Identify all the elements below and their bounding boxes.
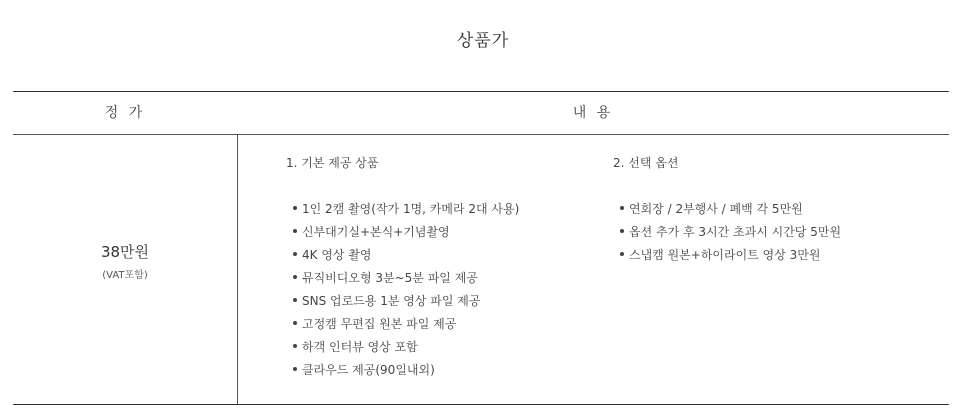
- price-vat-note: (VAT포함): [102, 270, 148, 281]
- header-price: 정 가: [104, 105, 146, 121]
- list-item-text: 4K 영상 촬영: [302, 248, 372, 262]
- bullet-icon: [293, 367, 297, 371]
- basic-section: [286, 155, 596, 377]
- table-bottom-rule: [13, 404, 949, 405]
- basic-section-title: 1. 기본 제공 상품: [286, 156, 379, 170]
- list-item-text: 옵션 추가 후 3시간 초과시 시간당 5만원: [629, 225, 842, 239]
- list-item-text: 스냅캠 원본+하이라이트 영상 3만원: [629, 248, 821, 262]
- list-item-text: 고정캠 무편집 원본 파일 제공: [302, 317, 457, 331]
- header-content: 내 용: [572, 105, 614, 121]
- bullet-icon: [293, 206, 297, 210]
- basic-item-list: [286, 201, 519, 385]
- options-item-list: [613, 201, 841, 270]
- list-item: [286, 247, 519, 270]
- list-item-text: 1인 2캠 촬영(작가 1명, 카메라 2대 사용): [302, 202, 520, 216]
- options-section: [613, 155, 943, 262]
- bullet-icon: [293, 321, 297, 325]
- bullet-icon: [620, 252, 624, 256]
- list-item: [613, 247, 841, 270]
- list-item: [286, 293, 519, 316]
- list-item-text: SNS 업로드용 1분 영상 파일 제공: [302, 294, 481, 308]
- bullet-icon: [293, 298, 297, 302]
- list-item: [286, 224, 519, 247]
- column-divider: [237, 135, 238, 404]
- bullet-icon: [293, 229, 297, 233]
- list-item-text: 클라우드 제공(90일내외): [302, 363, 435, 377]
- options-section-title: 2. 선택 옵션: [613, 156, 679, 170]
- list-item-text: 하객 인터뷰 영상 포함: [302, 340, 418, 354]
- list-item: [286, 201, 519, 224]
- list-item-text: 신부대기실+본식+기념촬영: [302, 225, 450, 239]
- bullet-icon: [293, 275, 297, 279]
- list-item: [286, 270, 519, 293]
- list-item: [613, 201, 841, 224]
- list-item: [613, 224, 841, 247]
- list-item: [286, 339, 519, 362]
- bullet-icon: [293, 252, 297, 256]
- price-amount: 38만원: [100, 243, 150, 261]
- price-cell: [13, 241, 237, 281]
- bullet-icon: [620, 229, 624, 233]
- price-table: [13, 91, 949, 405]
- list-item: [286, 316, 519, 339]
- page-title: 상품가: [456, 31, 510, 51]
- list-item: [286, 362, 519, 385]
- list-item-text: 뮤직비디오형 3분~5분 파일 제공: [302, 271, 478, 285]
- bullet-icon: [293, 344, 297, 348]
- list-item-text: 연회장 / 2부행사 / 폐백 각 5만원: [629, 202, 803, 216]
- bullet-icon: [620, 206, 624, 210]
